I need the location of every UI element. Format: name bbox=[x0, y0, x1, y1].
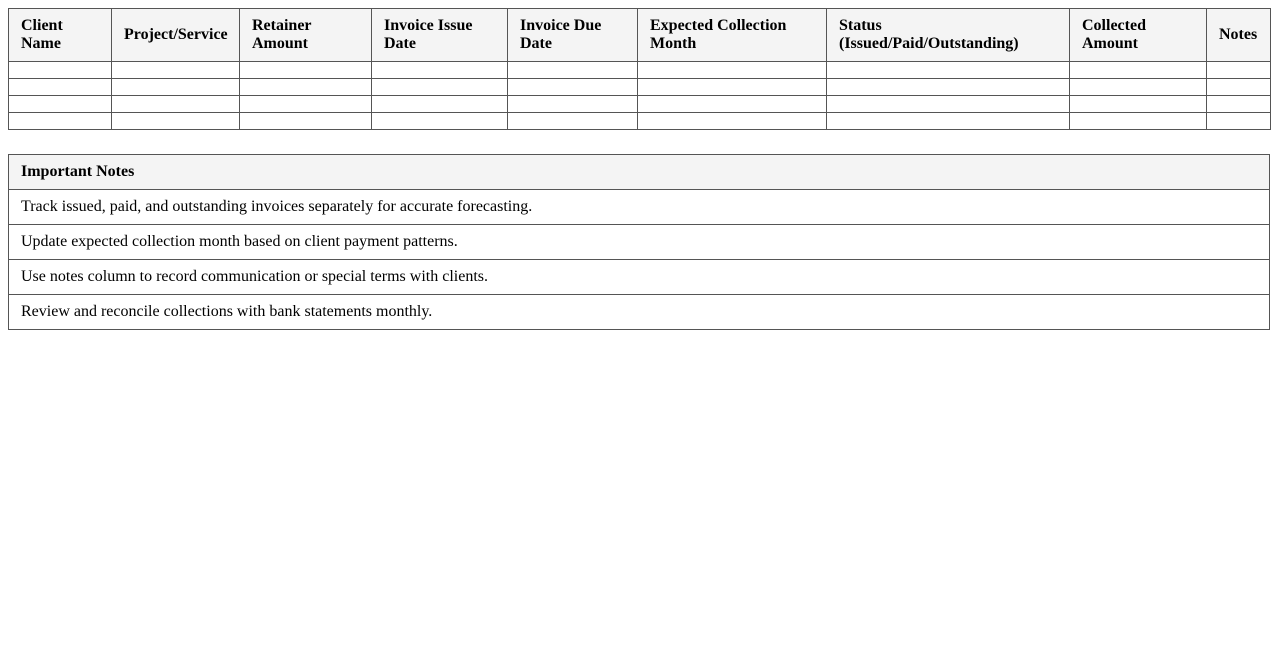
table-cell[interactable] bbox=[240, 96, 372, 113]
header-invoice-due-date: Invoice Due Date bbox=[508, 9, 638, 62]
table-cell[interactable] bbox=[638, 62, 827, 79]
table-row bbox=[9, 79, 1271, 96]
table-cell[interactable] bbox=[1070, 62, 1207, 79]
table-cell[interactable] bbox=[112, 113, 240, 130]
table-cell[interactable] bbox=[372, 62, 508, 79]
table-cell[interactable] bbox=[827, 113, 1070, 130]
header-invoice-issue-date: Invoice Issue Date bbox=[372, 9, 508, 62]
table-cell[interactable] bbox=[112, 96, 240, 113]
table-cell[interactable] bbox=[1207, 96, 1271, 113]
header-retainer-amount: Retainer Amount bbox=[240, 9, 372, 62]
table-cell[interactable] bbox=[827, 79, 1070, 96]
table-cell[interactable] bbox=[827, 96, 1070, 113]
page-content bbox=[8, 8, 1270, 330]
table-row bbox=[9, 113, 1271, 130]
table-cell[interactable] bbox=[112, 62, 240, 79]
table-cell[interactable] bbox=[372, 79, 508, 96]
table-cell[interactable] bbox=[638, 79, 827, 96]
table-cell[interactable] bbox=[638, 96, 827, 113]
table-cell[interactable] bbox=[240, 62, 372, 79]
table-cell[interactable] bbox=[1207, 113, 1271, 130]
table-cell[interactable] bbox=[9, 79, 112, 96]
header-project-service: Project/Service bbox=[112, 9, 240, 62]
important-notes-table bbox=[8, 154, 1270, 330]
list-item bbox=[9, 225, 1270, 260]
table-cell[interactable] bbox=[508, 96, 638, 113]
header-status: Status (Issued/Paid/Outstanding) bbox=[827, 9, 1070, 62]
table-cell[interactable] bbox=[508, 79, 638, 96]
table-cell[interactable] bbox=[827, 62, 1070, 79]
table-cell[interactable] bbox=[508, 62, 638, 79]
note-text: Review and reconcile collections with bank statements monthly. bbox=[9, 295, 1270, 330]
table-row bbox=[9, 62, 1271, 79]
table-cell[interactable] bbox=[112, 79, 240, 96]
table-cell[interactable] bbox=[240, 79, 372, 96]
table-header-row bbox=[9, 9, 1271, 62]
table-cell[interactable] bbox=[1070, 113, 1207, 130]
table-cell[interactable] bbox=[240, 113, 372, 130]
table-cell[interactable] bbox=[638, 113, 827, 130]
table-cell[interactable] bbox=[1207, 62, 1271, 79]
note-text: Use notes column to record communication or special terms with clients. bbox=[9, 260, 1270, 295]
table-cell[interactable] bbox=[9, 62, 112, 79]
table-cell[interactable] bbox=[372, 113, 508, 130]
table-cell[interactable] bbox=[372, 96, 508, 113]
table-cell[interactable] bbox=[1070, 79, 1207, 96]
table-cell[interactable] bbox=[9, 113, 112, 130]
table-cell[interactable] bbox=[508, 113, 638, 130]
list-item bbox=[9, 190, 1270, 225]
list-item bbox=[9, 295, 1270, 330]
header-collected-amount: Collected Amount bbox=[1070, 9, 1207, 62]
header-expected-collection-month: Expected Collection Month bbox=[638, 9, 827, 62]
notes-header-row bbox=[9, 155, 1270, 190]
table-cell[interactable] bbox=[1070, 96, 1207, 113]
table-row bbox=[9, 96, 1271, 113]
header-client-name: Client Name bbox=[9, 9, 112, 62]
list-item bbox=[9, 260, 1270, 295]
note-text: Update expected collection month based on client payment patterns. bbox=[9, 225, 1270, 260]
note-text: Track issued, paid, and outstanding invoices separately for accurate forecasting. bbox=[9, 190, 1270, 225]
table-cell[interactable] bbox=[1207, 79, 1271, 96]
table-cell[interactable] bbox=[9, 96, 112, 113]
header-notes: Notes bbox=[1207, 9, 1271, 62]
invoice-tracker-table bbox=[8, 8, 1271, 130]
important-notes-title: Important Notes bbox=[9, 155, 1270, 190]
